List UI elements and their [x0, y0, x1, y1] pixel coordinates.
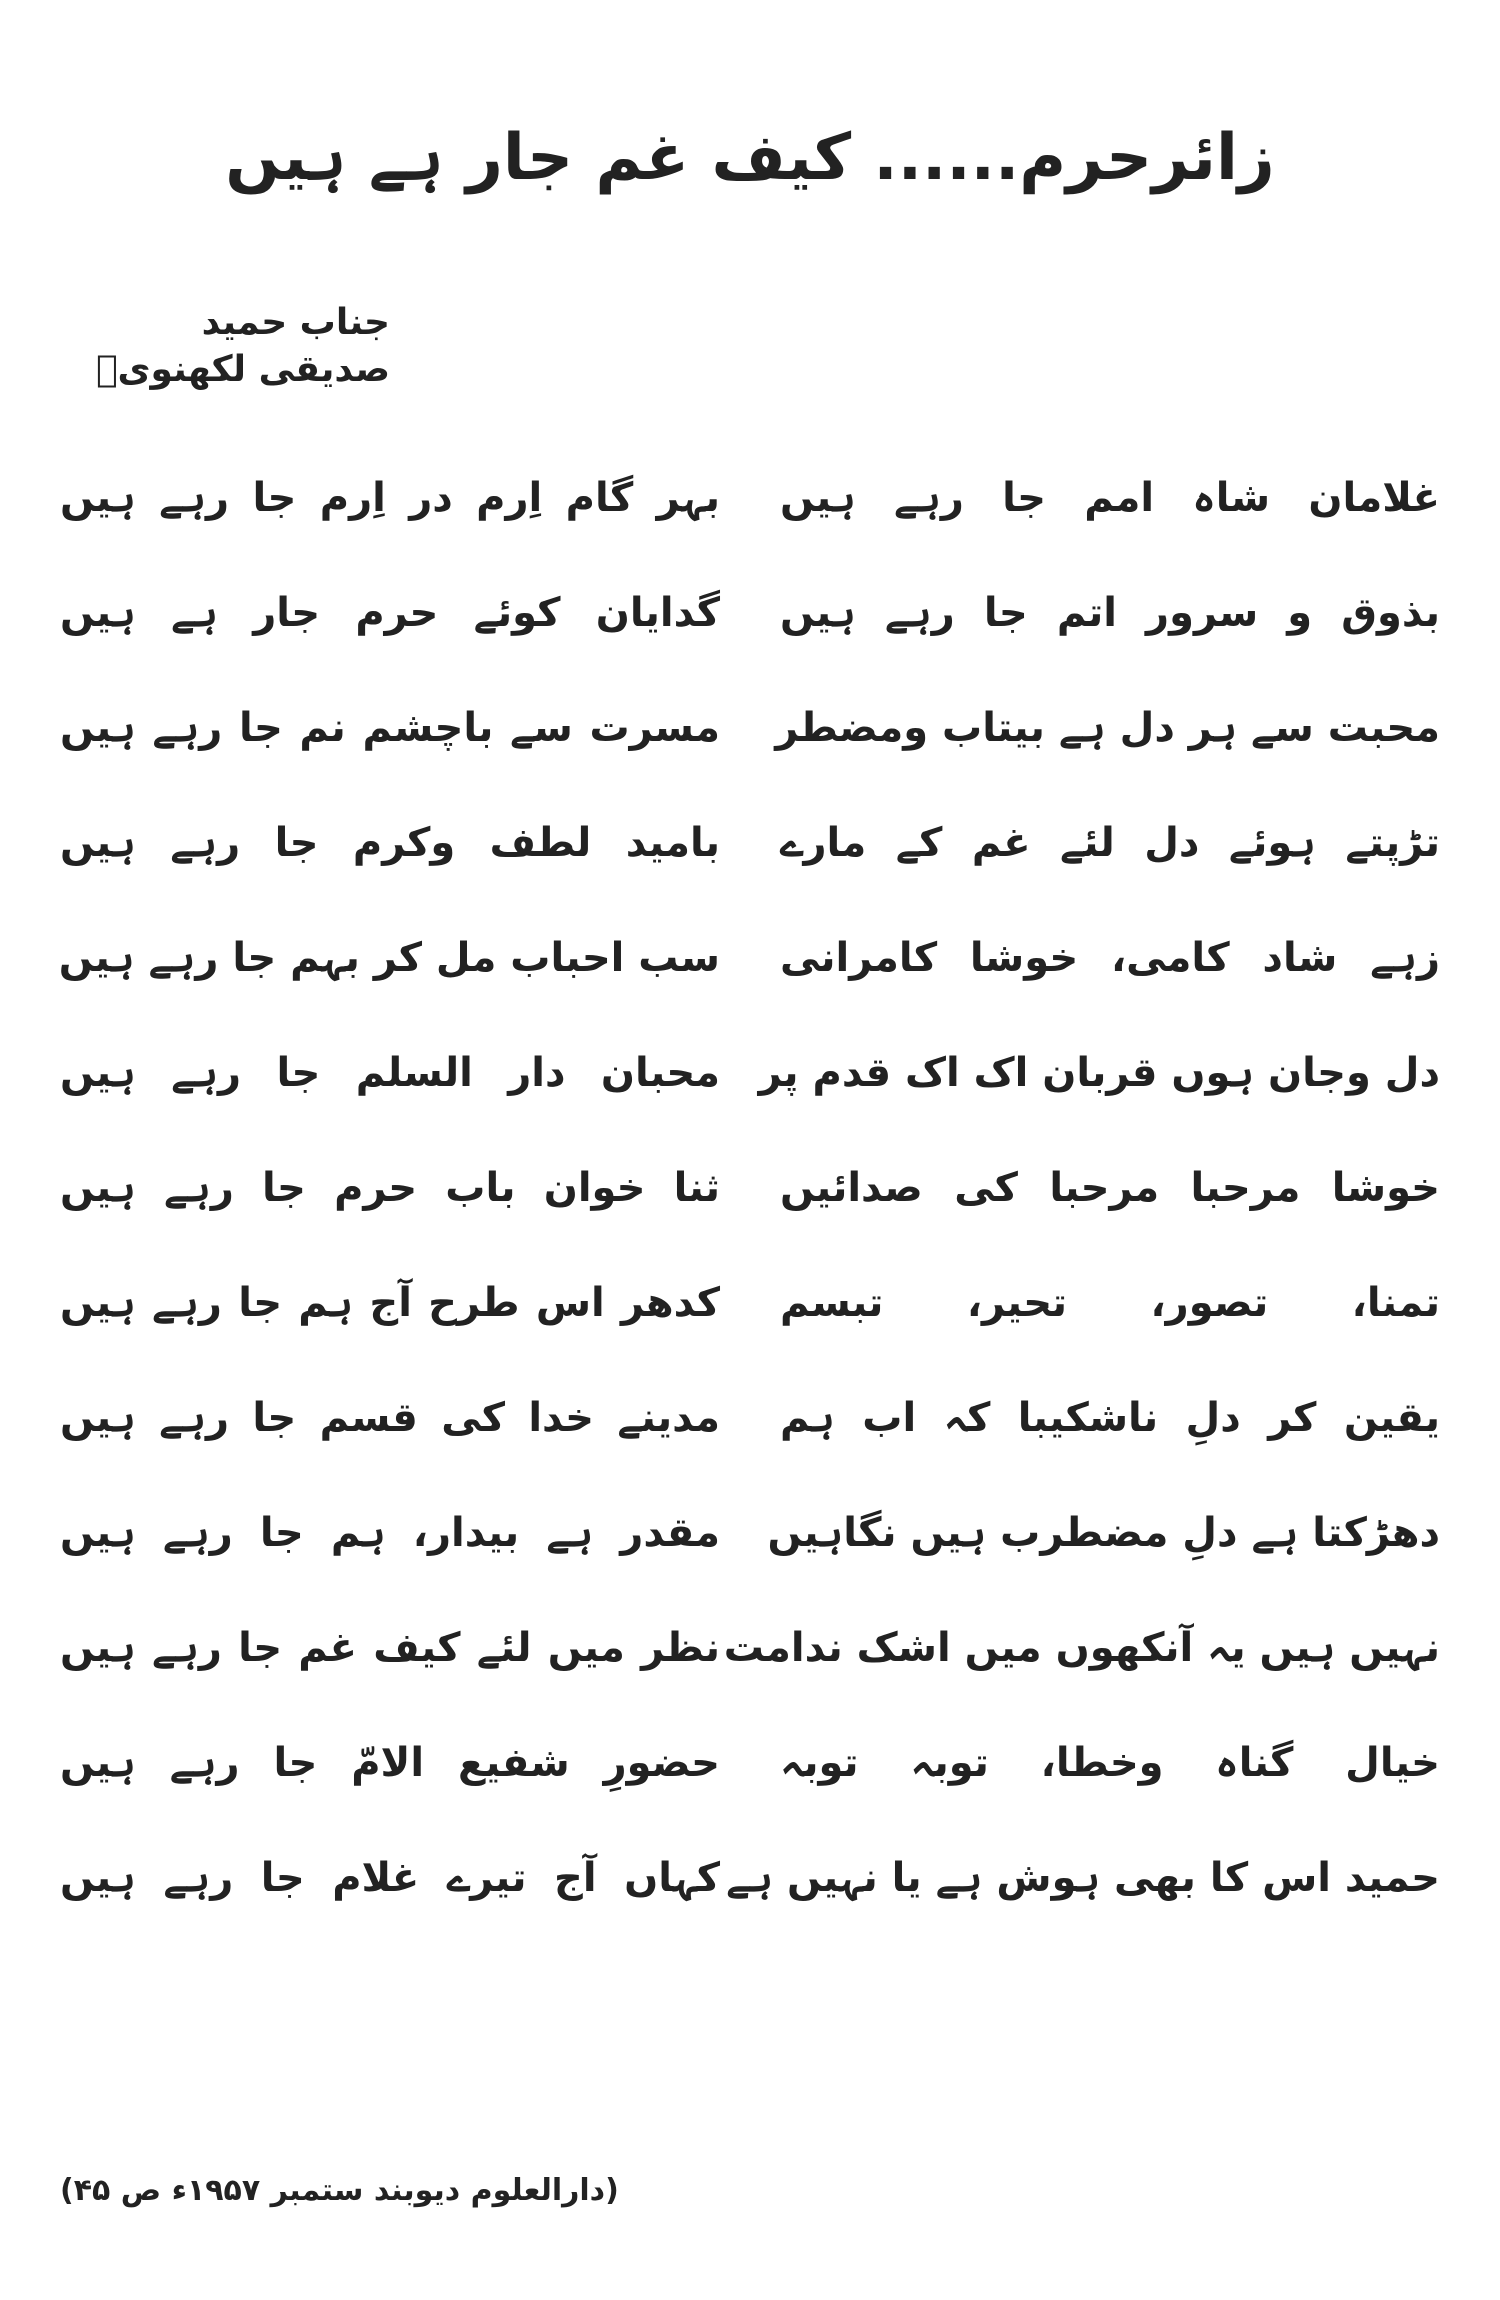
verse-line [60, 1360, 1440, 1475]
verse-line [60, 1820, 1440, 1935]
second-hemistich: نظر میں لئے کیف غم جا رہے ہیں [60, 1624, 720, 1671]
verse-line [60, 1590, 1440, 1705]
second-hemistich: سب احباب مل کر بہم جا رہے ہیں [58, 934, 720, 981]
verse-line [60, 670, 1440, 785]
second-hemistich: مسرت سے باچشم نم جا رہے ہیں [60, 704, 720, 751]
first-hemistich: حمید اس کا بھی ہوش ہے یا نہیں ہے [726, 1854, 1440, 1901]
second-hemistich: محبان دار السلم جا رہے ہیں [60, 1049, 720, 1096]
first-hemistich: خیال گناہ وخطا، توبہ توبہ [780, 1739, 1440, 1786]
author-name: جناب حمید صدیقی لکھنویؒ [95, 302, 390, 390]
first-hemistich: تڑپتے ہوئے دل لئے غم کے مارے [780, 819, 1440, 866]
second-hemistich: مقدر ہے بیدار، ہم جا رہے ہیں [60, 1509, 720, 1556]
verse-line [60, 440, 1440, 555]
verse-line [60, 785, 1440, 900]
poem-verses [60, 440, 1440, 1935]
verse-line [60, 1130, 1440, 1245]
second-hemistich: بہر گام اِرم در اِرم جا رہے ہیں [60, 474, 720, 521]
first-hemistich: دھڑکتا ہے دلِ مضطرب ہیں نگاہیں [767, 1509, 1440, 1556]
second-hemistich: مدینے خدا کی قسم جا رہے ہیں [60, 1394, 720, 1441]
first-hemistich: محبت سے ہر دل ہے بیتاب ومضطر [775, 704, 1440, 751]
verse-line [60, 1475, 1440, 1590]
verse-line [60, 555, 1440, 670]
verse-line [60, 900, 1440, 1015]
page-title: زائرحرم...... کیف غم جار ہے ہیں [225, 121, 1275, 195]
first-hemistich: نہیں ہیں یہ آنکھوں میں اشک ندامت [723, 1624, 1440, 1671]
source-citation-text: (دارالعلوم دیوبند ستمبر ۱۹۵۷ء ص ۴۵) [60, 2173, 619, 2208]
first-hemistich: بذوق و سرور اتم جا رہے ہیں [780, 589, 1440, 636]
second-hemistich: کہاں آج تیرے غلام جا رہے ہیں [60, 1854, 720, 1901]
second-hemistich: کدھر اس طرح آج ہم جا رہے ہیں [60, 1279, 720, 1326]
second-hemistich: گدایان کوئے حرم جار ہے ہیں [60, 589, 720, 636]
first-hemistich: غلامان شاہ امم جا رہے ہیں [780, 474, 1440, 521]
verse-line [60, 1705, 1440, 1820]
first-hemistich: دل وجان ہوں قربان اک اک قدم پر [758, 1049, 1440, 1096]
second-hemistich: بامید لطف وکرم جا رہے ہیں [60, 819, 720, 866]
verse-line [60, 1015, 1440, 1130]
first-hemistich: تمنا، تصور، تحیر، تبسم [780, 1279, 1440, 1326]
verse-line [60, 1245, 1440, 1360]
second-hemistich: ثنا خوان باب حرم جا رہے ہیں [60, 1164, 720, 1211]
first-hemistich: خوشا مرحبا مرحبا کی صدائیں [780, 1164, 1440, 1211]
first-hemistich: زہے شاد کامی، خوشا کامرانی [780, 934, 1440, 981]
source-citation [60, 2170, 660, 2212]
second-hemistich: حضورِ شفیع الامّ جا رہے ہیں [60, 1739, 720, 1786]
first-hemistich: یقین کر دلِ ناشکیبا کہ اب ہم [780, 1394, 1440, 1441]
